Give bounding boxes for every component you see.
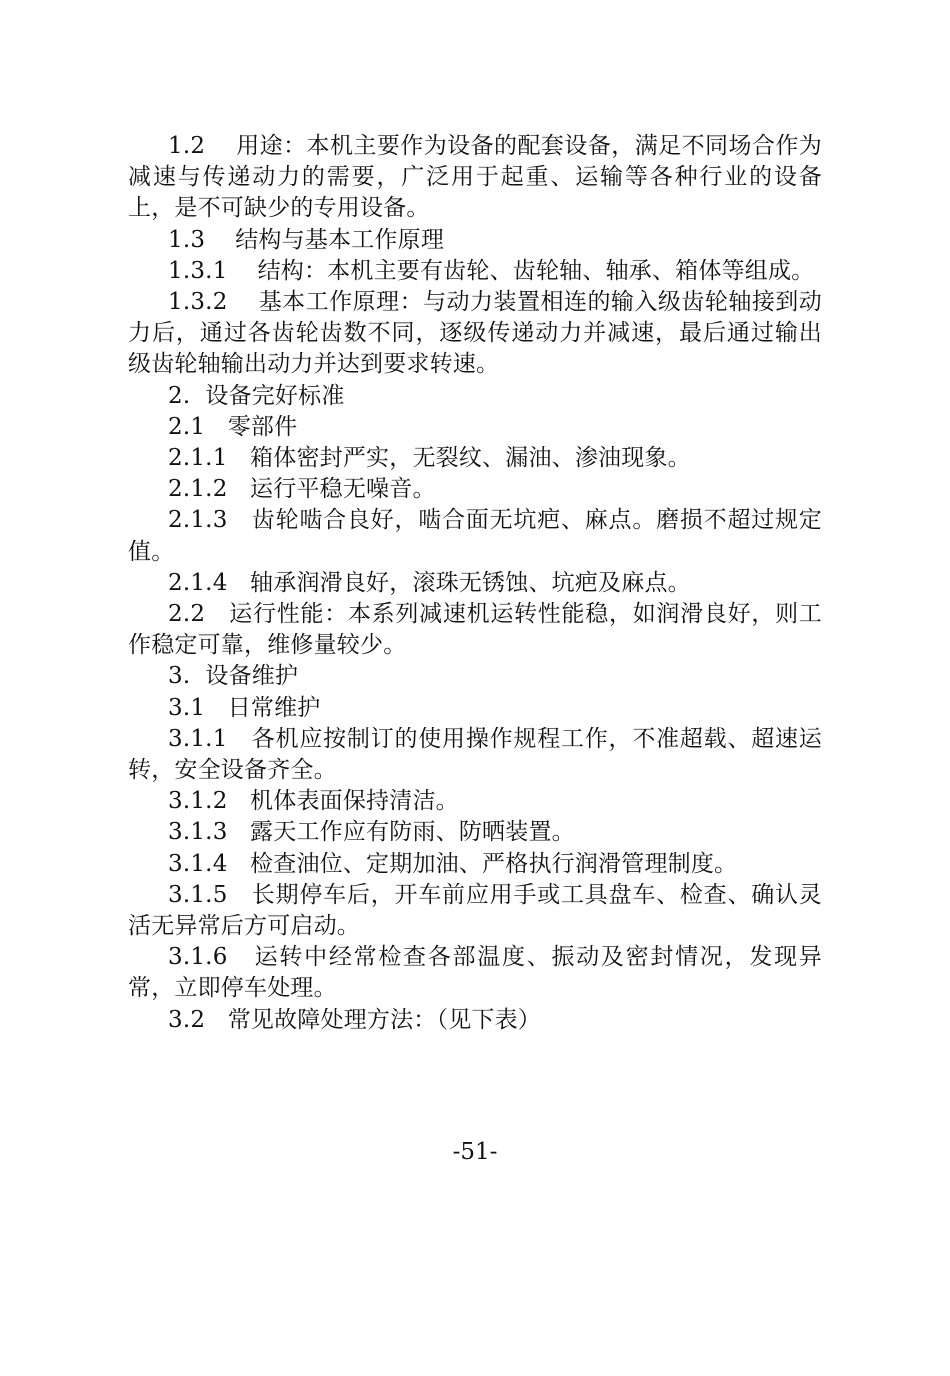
paragraph-3-1-5: 3.1.5 长期停车后，开车前应用手或工具盘车、检查、确认灵活无异常后方可启动。 xyxy=(128,881,822,940)
paragraph-3-1-6: 3.1.6 运转中经常检查各部温度、振动及密封情况，发现异常，立即停车处理。 xyxy=(128,944,822,1002)
paragraph-1-2-purpose: 1.2 用途：本机主要作为设备的配套设备，满足不同场合作为减速与传递动力的需要，广泛用于起重、运输等各种行业的设备上，是不可缺少的专用设备。 xyxy=(128,133,822,222)
document-body xyxy=(128,131,822,1036)
paragraph-2-2: 2.2 运行性能：本系列减速机运转性能稳，如润滑良好，则工作稳定可靠，维修量较少。 xyxy=(128,601,822,659)
paragraph-1-3-1-structure: 1.3.1 结构：本机主要有齿轮、齿轮轴、轴承、箱体等组成。 xyxy=(168,257,815,284)
paragraph-3-2: 3.2 常见故障处理方法：（见下表） xyxy=(168,1006,542,1033)
paragraph-2-1-4: 2.1.4 轴承润滑良好，滚珠无锈蚀、坑疤及麻点。 xyxy=(168,569,691,596)
paragraph-2-heading: 2. 设备完好标准 xyxy=(168,382,345,409)
paragraph-3-1-4: 3.1.4 检查油位、定期加油、严格执行润滑管理制度。 xyxy=(168,850,738,877)
page-number: -51- xyxy=(452,1139,498,1165)
paragraph-1-3-2-principle: 1.3.2 基本工作原理：与动力装置相连的输入级齿轮轴接到动力后，通过各齿轮齿数不同，逐级传递动力并减速，最后通过输出级齿轮轴输出动力并达到要求转速。 xyxy=(128,289,822,378)
paragraph-3-1-1: 3.1.1 各机应按制订的使用操作规程工作，不准超载、超速运转，安全设备齐全。 xyxy=(128,725,822,784)
paragraph-3-1-heading: 3.1 日常维护 xyxy=(168,694,321,721)
paragraph-2-1-3: 2.1.3 齿轮啮合良好，啮合面无坑疤、麻点。磨损不超过规定值。 xyxy=(128,507,822,565)
paragraph-2-1-heading: 2.1 零部件 xyxy=(168,413,298,440)
paragraph-3-heading: 3. 设备维护 xyxy=(168,663,299,690)
paragraph-2-1-1: 2.1.1 箱体密封严实，无裂纹、漏油、渗油现象。 xyxy=(168,445,691,472)
paragraph-3-1-3: 3.1.3 露天工作应有防雨、防晒装置。 xyxy=(168,819,575,846)
paragraph-1-3-heading: 1.3 结构与基本工作原理 xyxy=(168,226,445,253)
paragraph-2-1-2: 2.1.2 运行平稳无噪音。 xyxy=(168,476,436,503)
paragraph-3-1-2: 3.1.2 机体表面保持清洁。 xyxy=(168,788,459,815)
